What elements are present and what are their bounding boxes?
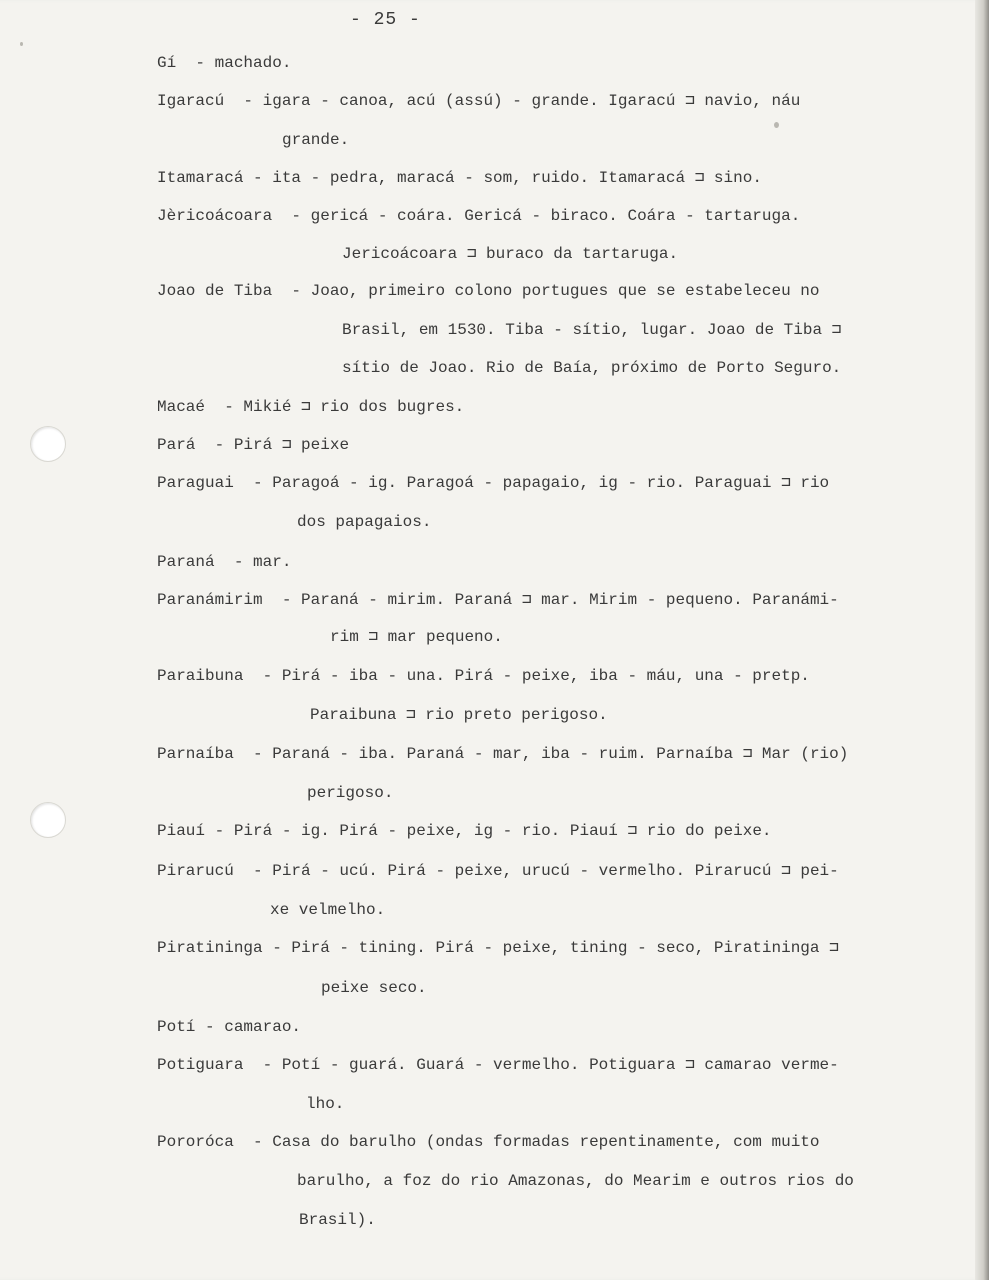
paper-speck <box>774 122 779 128</box>
entry-line: Paraná - mar. <box>157 553 292 571</box>
entry-continuation: barulho, a foz do rio Amazonas, do Mearim e outros rios do <box>297 1172 854 1190</box>
paper-speck <box>20 42 23 46</box>
entry-line: Igaracú - igara - canoa, acú (assú) - grande. Igaracú ⊐ navio, náu <box>157 92 801 110</box>
entry-line: Jèricoácoara - gericá - coára. Gericá - biraco. Coára - tartaruga. <box>157 207 801 225</box>
entry-line: Paraibuna - Pirá - iba - una. Pirá - peixe, iba - máu, una - pretp. <box>157 667 810 685</box>
entry-continuation: grande. <box>282 131 350 149</box>
entry-line: Piauí - Pirá - ig. Pirá - peixe, ig - rio. Piauí ⊐ rio do peixe. <box>157 822 772 840</box>
entry-line: Gí - machado. <box>157 54 292 72</box>
entry-continuation: peixe seco. <box>321 979 427 997</box>
page-edge-shadow <box>975 0 989 1280</box>
page-number: - 25 - <box>350 10 421 30</box>
entry-line: Piratininga - Pirá - tining. Pirá - peixe, tining - seco, Piratininga ⊐ <box>157 939 839 957</box>
entry-line: Potí - camarao. <box>157 1018 302 1036</box>
punch-hole-bottom <box>30 802 66 838</box>
entry-continuation: Paraibuna ⊐ rio preto perigoso. <box>310 706 608 724</box>
entry-continuation: sítio de Joao. Rio de Baía, próximo de Porto Seguro. <box>342 359 842 377</box>
entry-line: Paraguai - Paragoá - ig. Paragoá - papagaio, ig - rio. Paraguai ⊐ rio <box>157 474 830 492</box>
entry-line: Pará - Pirá ⊐ peixe <box>157 436 350 454</box>
entry-line: Paranámirim - Paraná - mirim. Paraná ⊐ mar. Mirim - pequeno. Paranámi- <box>157 591 839 609</box>
entry-continuation: lho. <box>306 1095 345 1113</box>
entry-continuation: rim ⊐ mar pequeno. <box>330 628 503 646</box>
punch-hole-top <box>30 426 66 462</box>
entry-line: Pororóca - Casa do barulho (ondas formadas repentinamente, com muito <box>157 1133 820 1151</box>
entry-continuation: Brasil, em 1530. Tiba - sítio, lugar. Joao de Tiba ⊐ <box>342 321 842 339</box>
entry-line: Potiguara - Potí - guará. Guará - vermelho. Potiguara ⊐ camarao verme- <box>157 1056 839 1074</box>
entry-continuation: xe velmelho. <box>270 901 386 919</box>
entry-continuation: dos papagaios. <box>297 513 432 531</box>
entry-line: Pirarucú - Pirá - ucú. Pirá - peixe, urucú - vermelho. Pirarucú ⊐ pei- <box>157 862 839 880</box>
entry-continuation: perigoso. <box>307 784 394 802</box>
entry-continuation: Brasil). <box>299 1211 376 1229</box>
entry-continuation: Jericoácoara ⊐ buraco da tartaruga. <box>342 245 679 263</box>
entry-line: Parnaíba - Paraná - iba. Paraná - mar, iba - ruim. Parnaíba ⊐ Mar (rio) <box>157 745 849 763</box>
entry-line: Macaé - Mikié ⊐ rio dos bugres. <box>157 398 465 416</box>
entry-line: Itamaracá - ita - pedra, maracá - som, ruido. Itamaracá ⊐ sino. <box>157 169 762 187</box>
entry-line: Joao de Tiba - Joao, primeiro colono portugues que se estabeleceu no <box>157 282 820 300</box>
